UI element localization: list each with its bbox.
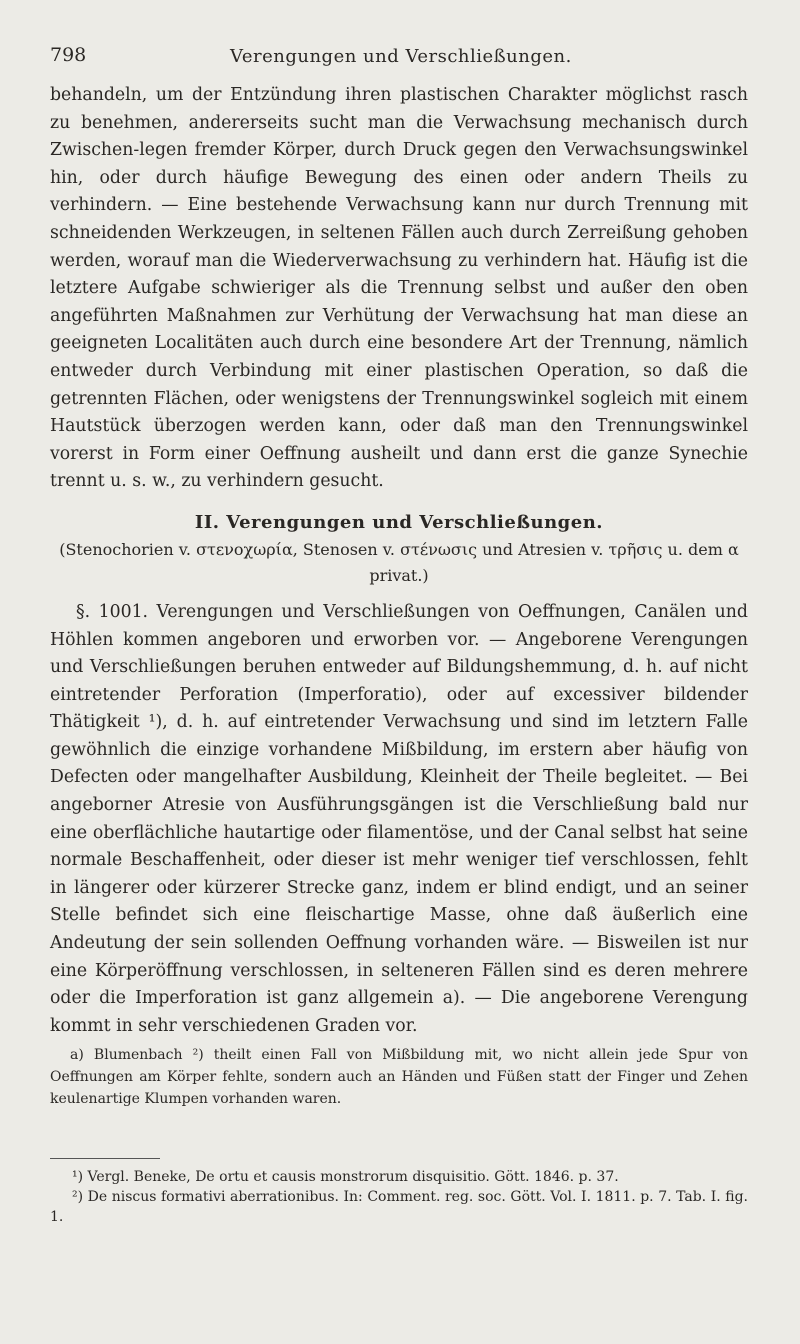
footnote-2: ²) De niscus formativi aberrationibus. In: Comment. reg. soc. Gött. Vol. I. 1811. p. 7. Tab. I. fig. 1. [50, 1189, 748, 1226]
page-header [50, 44, 748, 78]
footnote-divider [50, 1158, 160, 1159]
section-heading: II. Verengungen und Verschließungen. [194, 511, 604, 533]
section-subtitle: (Stenochorien v. στενοχωρία, Stenosen v. στένωσις und Atresien v. τρῆσις u. dem α privat.) [59, 539, 739, 585]
paragraph-section-1001: §. 1001. Verengungen und Verschließungen von Oeffnungen, Canälen und Höhlen kommen angeboren und erworben vor. — Angeborene Verengungen und Verschließungen beruhen entweder auf Bildungshemmung, d. h. auf nicht eintretender Perforation (Imperforatio), oder auf excessiver bildender Thätigkeit ¹), d. h. auf eintretender Verwachsung und sind im letztern Falle gewöhnlich die einzige vorhandene Mißbildung, im erstern aber häufig von Defecten oder mangelhafter Ausbildung, Kleinheit der Theile begleitet. — Bei angeborner Atresie von Ausführungsgängen ist die Verschließung bald nur eine oberflächliche hautartige oder filamentöse, und der Canal selbst hat seine normale Beschaffenheit, oder dieser ist mehr weniger tief verschlossen, fehlt in längerer oder kürzerer Strecke ganz, indem er blind endigt, und an seiner Stelle befindet sich eine fleischartige Masse, ohne daß äußerlich eine Andeutung der sein sollenden Oeffnung vorhanden wäre. — Bisweilen ist nur eine Körperöffnung verschlossen, in selteneren Fällen sind es deren mehrere oder die Imperforation ist ganz allgemein a). — Die angeborene Verengung kommt in sehr verschiedenen Graden vor. [50, 601, 748, 1036]
footnote-1: ¹) Vergl. Beneke, De ortu et causis monstrorum disquisitio. Gött. 1846. p. 37. [72, 1169, 619, 1186]
running-head: Verengungen und Verschließungen. [230, 46, 572, 67]
note-a: a) Blumenbach ²) theilt einen Fall von Mißbildung mit, wo nicht allein jede Spur von Oeffnungen am Körper fehlte, sondern auch an Händen und Füßen statt der Finger und Zehen keulenartige Klumpen vorhanden waren. [50, 1047, 748, 1108]
paragraph-continuation: behandeln, um der Entzündung ihren plastischen Charakter möglichst rasch zu benehmen, andererseits sucht man die Verwachsung mechanisch durch Zwischen-legen fremder Körper, durch Druck gegen den Verwachsungswinkel hin, oder durch häufige Bewegung des einen oder andern Theils zu verhindern. — Eine bestehende Verwachsung kann nur durch Trennung mit schneidenden Werkzeugen, in seltenen Fällen auch durch Zerreißung gehoben werden, worauf man die Wiederverwachsung zu verhindern hat. Häufig ist die letztere Aufgabe schwieriger als die Trennung selbst und außer den oben angeführten Maßnahmen zur Verhütung der Verwachsung hat man diese an geeigneten Localitäten auch durch eine besondere Art der Trennung, nämlich entweder durch Verbindung mit einer plastischen Operation, so daß die getrennten Flächen, oder wenigstens der Trennungswinkel sogleich mit einem Hautstück überzogen werden kann, oder daß man den Trennungswinkel vorerst in Form einer Oeffnung ausheilt und dann erst die ganze Synechie trennt u. s. w., zu verhindern gesucht. [50, 85, 748, 492]
page-number: 798 [50, 44, 87, 66]
